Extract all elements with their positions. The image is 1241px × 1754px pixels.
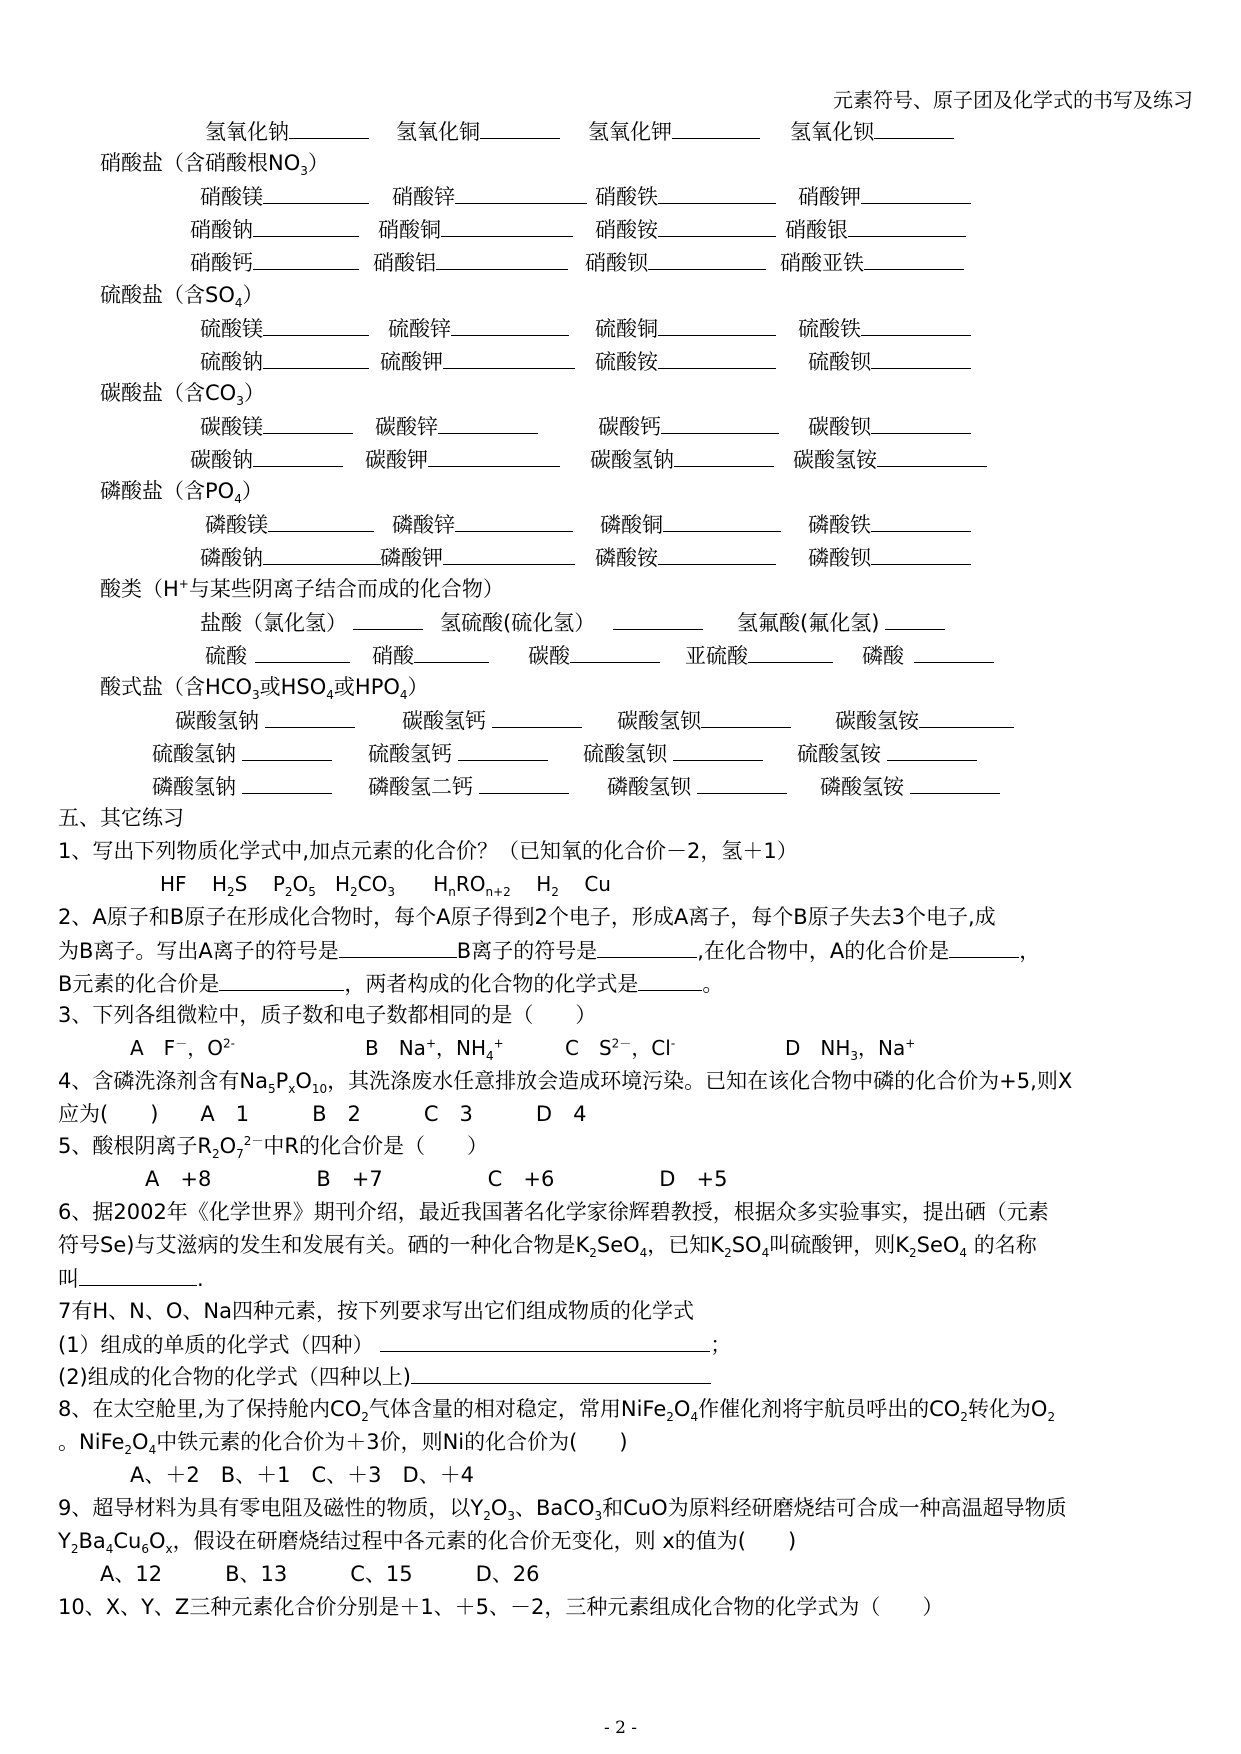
- answer-blank[interactable]: [674, 446, 774, 467]
- answer-blank[interactable]: [455, 183, 587, 204]
- answer-blank[interactable]: [871, 413, 971, 434]
- answer-blank[interactable]: [219, 970, 344, 991]
- answer-blank[interactable]: [919, 707, 1014, 728]
- answer-blank[interactable]: [265, 707, 355, 728]
- section-title: 五、其它练习: [58, 806, 184, 830]
- question-5-options: A +8 B +7 C +6 D +5: [145, 1167, 728, 1191]
- answer-blank[interactable]: [658, 183, 776, 204]
- answer-blank[interactable]: [242, 773, 332, 794]
- answer-blank[interactable]: [914, 642, 994, 663]
- answer-blank[interactable]: [441, 216, 573, 237]
- answer-blank[interactable]: [411, 1363, 711, 1384]
- answer-blank[interactable]: [871, 511, 971, 532]
- answer-blank[interactable]: [648, 249, 766, 270]
- answer-blank[interactable]: [263, 544, 381, 565]
- question-9-line-2: $Y_2Ba_4Cu_6O_x$，假设在研磨烧结过程中各元素的化合价无变化，则 x的值为( ): [58, 1529, 797, 1557]
- question-1-formulas: HF $H_2S$ $P_2O_5$ $H_2CO_3$ $H_nRO_{n+2}$ $H_2$ Cu: [160, 872, 611, 899]
- question-1: 1、写出下列物质化学式中,加点元素的化合价？（已知氧的化合价－2，氢＋1）: [58, 839, 798, 863]
- answer-blank[interactable]: [887, 740, 977, 761]
- question-7: 7有H、N、O、Na四种元素，按下列要求写出它们组成物质的化学式: [58, 1299, 694, 1323]
- answer-blank[interactable]: [451, 315, 569, 336]
- acid-salt-title: 酸式盐（含$HCO_3$或$HSO_4$或$HPO_4$）: [100, 675, 429, 703]
- answer-blank[interactable]: [658, 544, 776, 565]
- answer-blank[interactable]: [663, 511, 781, 532]
- answer-blank[interactable]: [436, 249, 568, 270]
- answer-blank[interactable]: [458, 740, 548, 761]
- answer-blank[interactable]: [861, 315, 971, 336]
- answer-blank[interactable]: [864, 249, 964, 270]
- answer-blank[interactable]: [443, 348, 575, 369]
- answer-blank[interactable]: [874, 118, 954, 139]
- question-2-line-3: B元素的化合价是 ，两者构成的化合物的化学式是 。: [58, 972, 724, 996]
- answer-blank[interactable]: [263, 183, 369, 204]
- answer-blank[interactable]: [339, 937, 457, 958]
- answer-blank[interactable]: [673, 740, 763, 761]
- answer-blank[interactable]: [438, 413, 538, 434]
- answer-blank[interactable]: [848, 216, 966, 237]
- question-2-line-2: 为B离子。写出A离子的符号是 B离子的符号是 ,在化合物中，A的化合价是 ，: [58, 939, 1041, 963]
- answer-blank[interactable]: [877, 446, 987, 467]
- answer-blank[interactable]: [661, 413, 779, 434]
- page-header: 元素符号、原子团及化学式的书写及练习: [833, 88, 1193, 112]
- answer-blank[interactable]: [885, 609, 945, 630]
- answer-blank[interactable]: [353, 609, 423, 630]
- sulfate-title: 硫酸盐（含$SO_4$）: [100, 283, 264, 311]
- answer-blank[interactable]: [380, 1331, 710, 1352]
- answer-blank[interactable]: [701, 707, 791, 728]
- answer-blank[interactable]: [255, 642, 350, 663]
- answer-blank[interactable]: [597, 937, 697, 958]
- answer-blank[interactable]: [861, 183, 971, 204]
- answer-blank[interactable]: [263, 413, 353, 434]
- acid-title: 酸类（H+与某些阴离子结合而成的化合物）: [100, 577, 504, 601]
- answer-blank[interactable]: [748, 642, 833, 663]
- question-5: 5、酸根阴离子$R_2O_7^{2-}$中R的化合价是（ ）: [58, 1134, 488, 1162]
- answer-blank[interactable]: [263, 315, 369, 336]
- answer-blank[interactable]: [638, 970, 702, 991]
- answer-blank[interactable]: [910, 773, 1000, 794]
- carbonate-title: 碳酸盐（含$CO_3$）: [100, 381, 265, 409]
- answer-blank[interactable]: [697, 773, 787, 794]
- answer-blank[interactable]: [79, 1265, 197, 1286]
- answer-blank[interactable]: [253, 249, 359, 270]
- answer-blank[interactable]: [658, 315, 776, 336]
- question-4-line-1: 4、含磷洗涤剂含有$Na_5P_xO_{10}$，其洗涤废水任意排放会造成环境污染。已知在该化合物中磷的化合价为+5,则X: [58, 1069, 1073, 1097]
- question-6-line-3: 叫 .: [58, 1267, 204, 1291]
- answer-blank[interactable]: [613, 609, 703, 630]
- question-9-line-1: 9、超导材料为具有零电阻及磁性的物质，以$Y_2O_3$、BaCO$_3$和CuO为原料经研磨烧结可合成一种高温超导物质: [58, 1496, 1067, 1524]
- answer-blank[interactable]: [428, 446, 560, 467]
- question-6-line-2: 符号Se)与艾滋病的发生和发展有关。硒的一种化合物是$K_2SeO_4$，已知$K_2SO_4$叫硫酸钾，则$K_2SeO_4$ 的名称: [58, 1233, 1037, 1261]
- question-9-options: A、12 B、13 C、15 D、26: [100, 1562, 540, 1586]
- answer-blank[interactable]: [480, 118, 560, 139]
- question-10: 10、X、Y、Z三种元素化合价分别是＋1、＋5、－2，三种元素组成化合物的化学式为（ ）: [58, 1595, 944, 1619]
- question-8-line-1: 8、在太空舱里,为了保持舱内$CO_2$气体含量的相对稳定，常用$NiFe_2O_4$作催化剂将宇航员呼出的$CO_2$转化为$O_2$: [58, 1397, 1056, 1425]
- nitrate-title: 硝酸盐（含硝酸根$NO_3$）: [100, 151, 329, 179]
- question-6-line-1: 6、据2002年《化学世界》期刊介绍，最近我国著名化学家徐辉碧教授，根据众多实验事实，提出硒（元素: [58, 1200, 1049, 1224]
- answer-blank[interactable]: [242, 740, 332, 761]
- answer-blank[interactable]: [658, 348, 776, 369]
- page-number: - 2 -: [603, 1718, 638, 1738]
- answer-blank[interactable]: [949, 937, 1019, 958]
- answer-blank[interactable]: [253, 446, 343, 467]
- answer-blank[interactable]: [492, 707, 582, 728]
- answer-blank[interactable]: [263, 348, 369, 369]
- fill-item: 氢氧化钠: [205, 118, 369, 145]
- question-7-part-2: (2)组成的化合物的化学式（四种以上): [58, 1363, 711, 1390]
- question-2-line-1: 2、A原子和B原子在形成化合物时，每个A原子得到2个电子，形成A离子，每个B原子失去3个电子,成: [58, 905, 996, 929]
- answer-blank[interactable]: [289, 118, 369, 139]
- question-3: 3、下列各组微粒中，质子数和电子数都相同的是（ ）: [58, 1003, 597, 1027]
- question-8-options: A、＋2 B、＋1 C、＋3 D、＋4: [130, 1463, 475, 1487]
- answer-blank[interactable]: [479, 773, 569, 794]
- answer-blank[interactable]: [443, 544, 575, 565]
- answer-blank[interactable]: [658, 216, 776, 237]
- answer-blank[interactable]: [455, 511, 573, 532]
- question-7-part-1: (1）组成的单质的化学式（四种） ；: [58, 1333, 732, 1357]
- answer-blank[interactable]: [268, 511, 374, 532]
- fill-item: 氢氧化钾: [588, 118, 760, 145]
- answer-blank[interactable]: [414, 642, 489, 663]
- question-8-line-2: 。$NiFe_2O_4$中铁元素的化合价为＋3价，则Ni的化合价为( ): [58, 1430, 628, 1458]
- answer-blank[interactable]: [672, 118, 760, 139]
- answer-blank[interactable]: [871, 544, 971, 565]
- fill-item: 氢氧化钡: [790, 118, 954, 145]
- answer-blank[interactable]: [253, 216, 359, 237]
- phosphate-title: 磷酸盐（含$PO_4$）: [100, 479, 263, 507]
- question-4-line-2: 应为( ) A 1 B 2 C 3 D 4: [58, 1102, 587, 1126]
- answer-blank[interactable]: [570, 642, 660, 663]
- fill-item: 氢氧化铜: [396, 118, 560, 145]
- answer-blank[interactable]: [871, 348, 971, 369]
